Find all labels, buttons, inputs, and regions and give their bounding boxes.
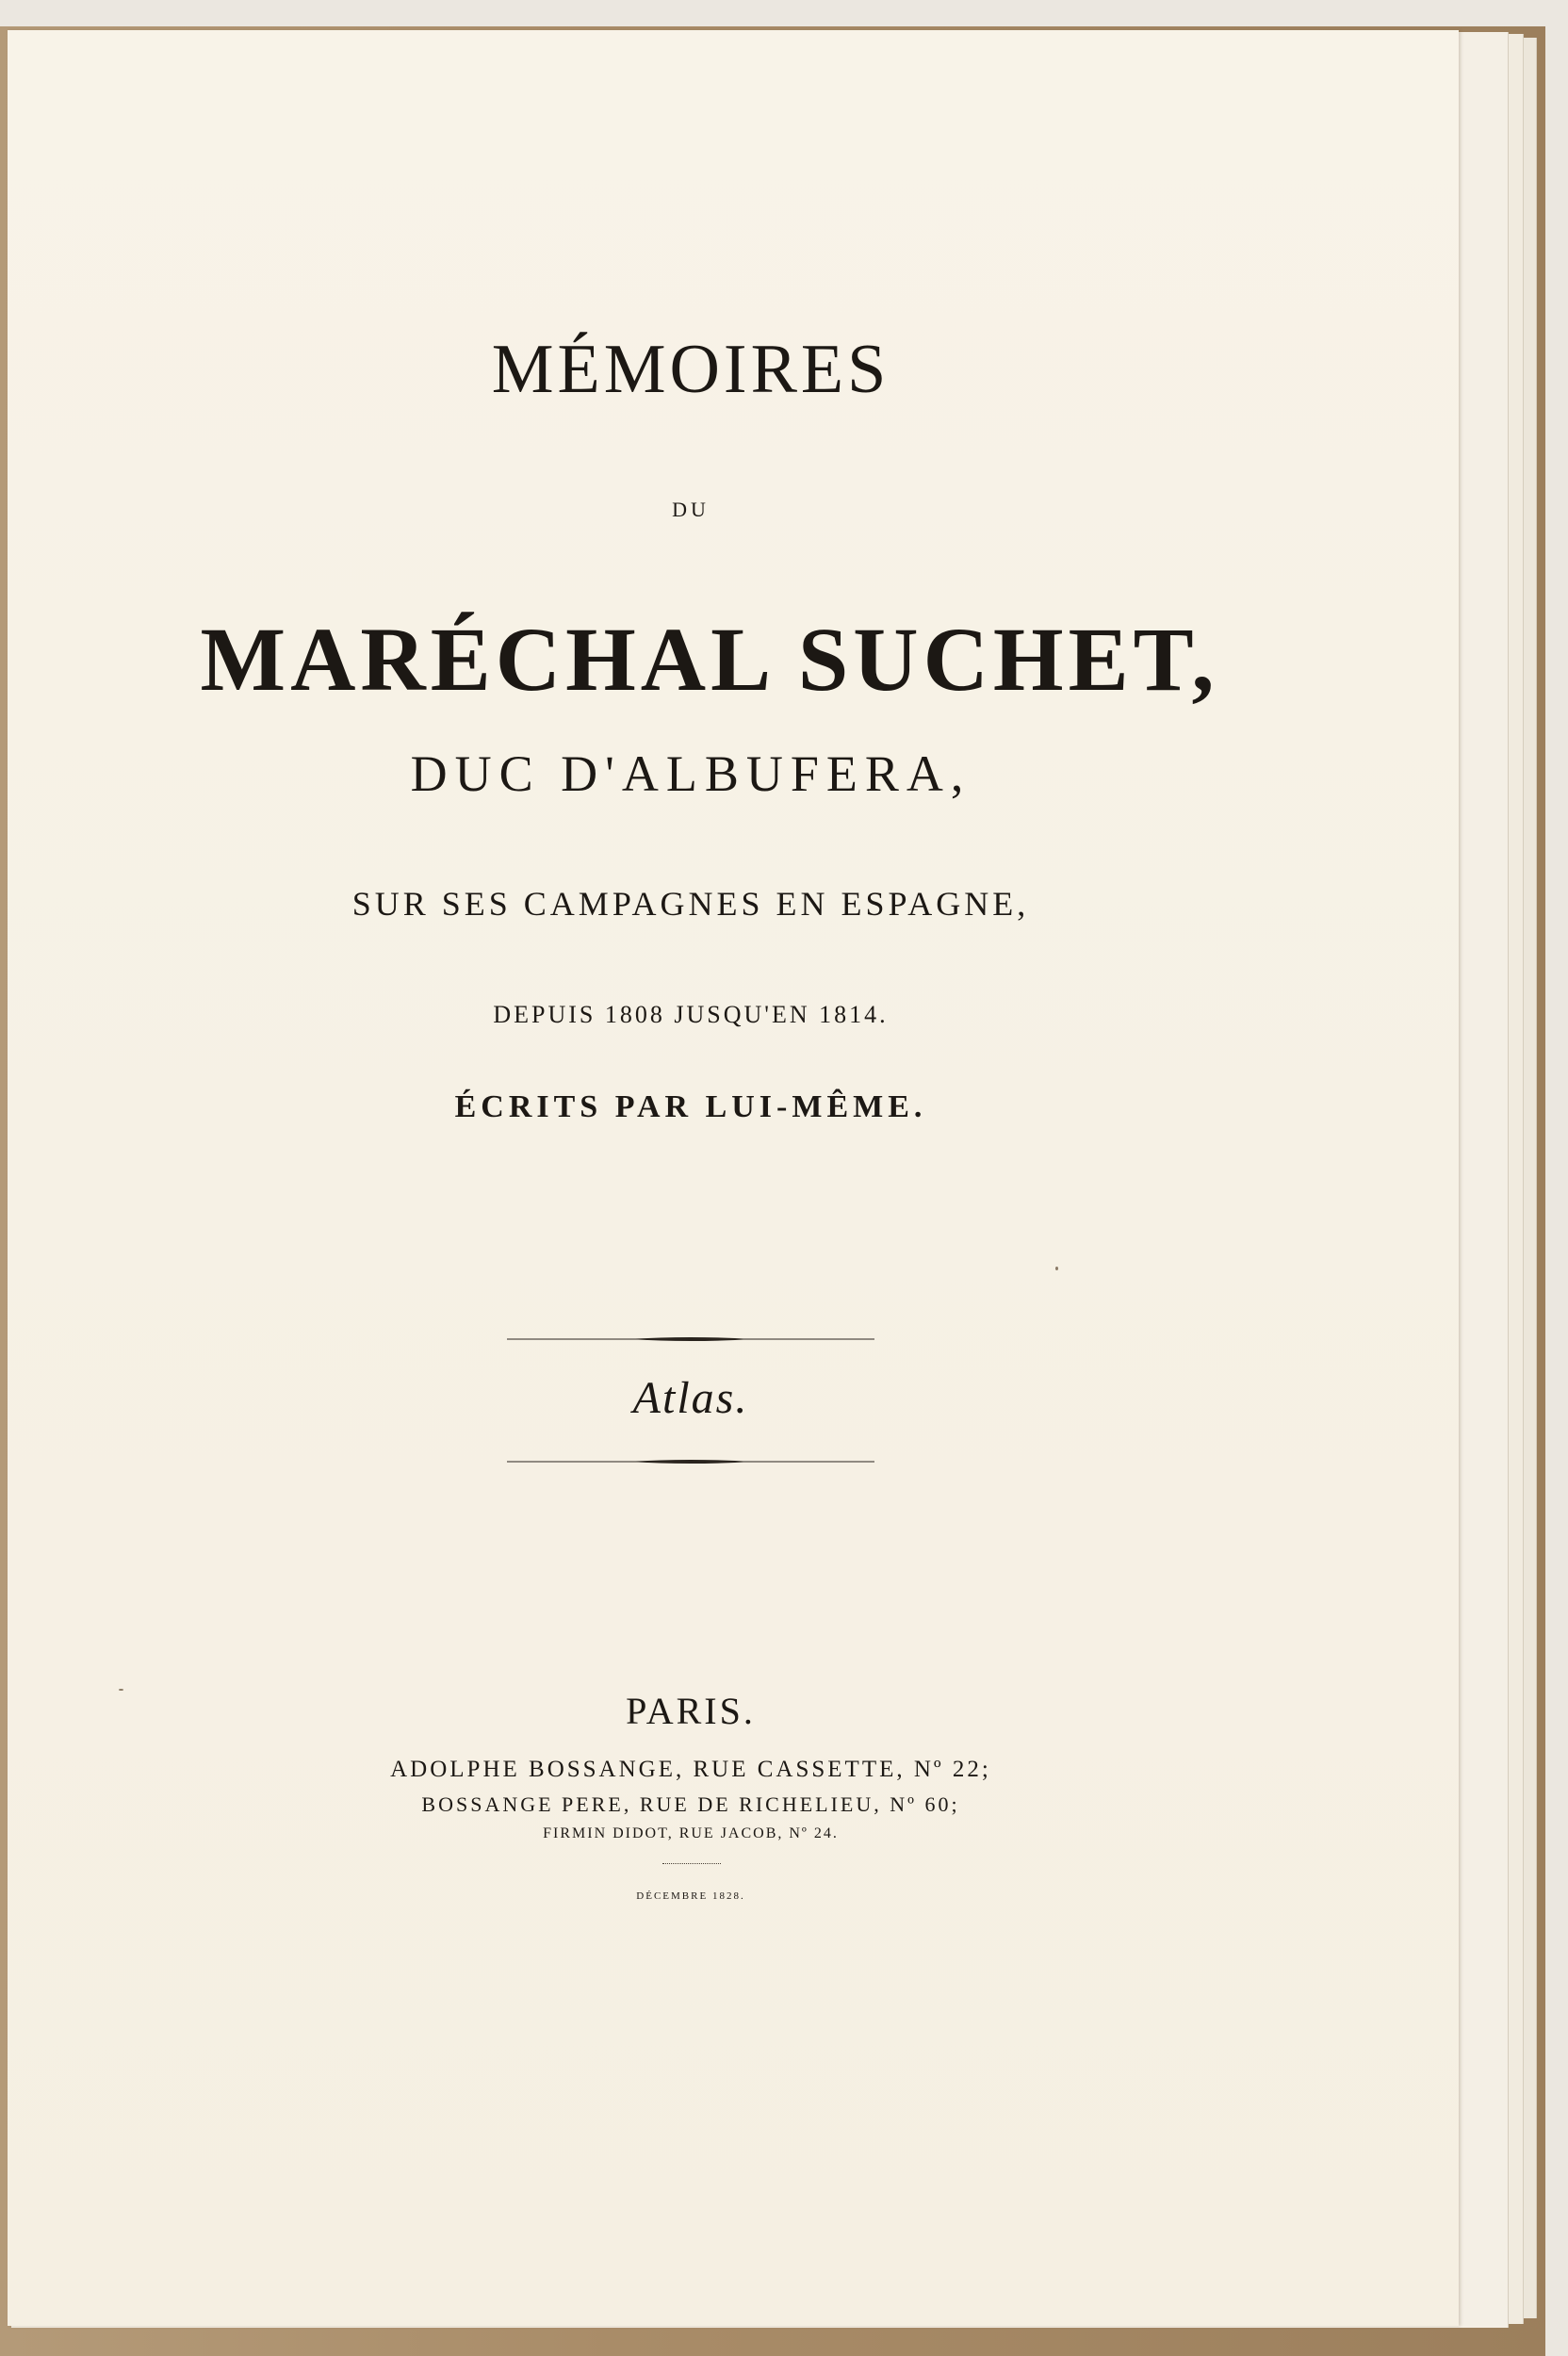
volume-label: Atlas. [632, 1373, 749, 1423]
date-range: DEPUIS 1808 JUSQU'EN 1814. [493, 1001, 889, 1028]
title-connector: DU [672, 498, 710, 521]
small-dotted-rule [662, 1863, 721, 1866]
publisher-line: FIRMIN DIDOT, RUE JACOB, Nº 24. [543, 1825, 839, 1841]
paper-speck [1055, 1267, 1058, 1270]
publisher-line: ADOLPHE BOSSANGE, RUE CASSETTE, Nº 22; [390, 1757, 991, 1782]
publisher-line: BOSSANGE PERE, RUE DE RICHELIEU, Nº 60; [421, 1792, 960, 1816]
author-name: MARÉCHAL SUCHET, [200, 609, 1219, 710]
title-page-content [8, 30, 1374, 2326]
subtitle: SUR SES CAMPAGNES EN ESPAGNE, [351, 885, 1030, 923]
title-page [8, 30, 1459, 2326]
imprint-date: DÉCEMBRE 1828. [636, 1890, 745, 1902]
ornamental-rule-bottom [507, 1459, 874, 1463]
imprint-city: PARIS. [626, 1690, 756, 1732]
author-title: DUC D'ALBUFERA, [410, 745, 972, 802]
book-title: MÉMOIRES [491, 331, 890, 408]
paper-speck [119, 1689, 123, 1691]
authorship-note: ÉCRITS PAR LUI-MÊME. [454, 1089, 927, 1124]
ornamental-rule-top [507, 1336, 874, 1340]
